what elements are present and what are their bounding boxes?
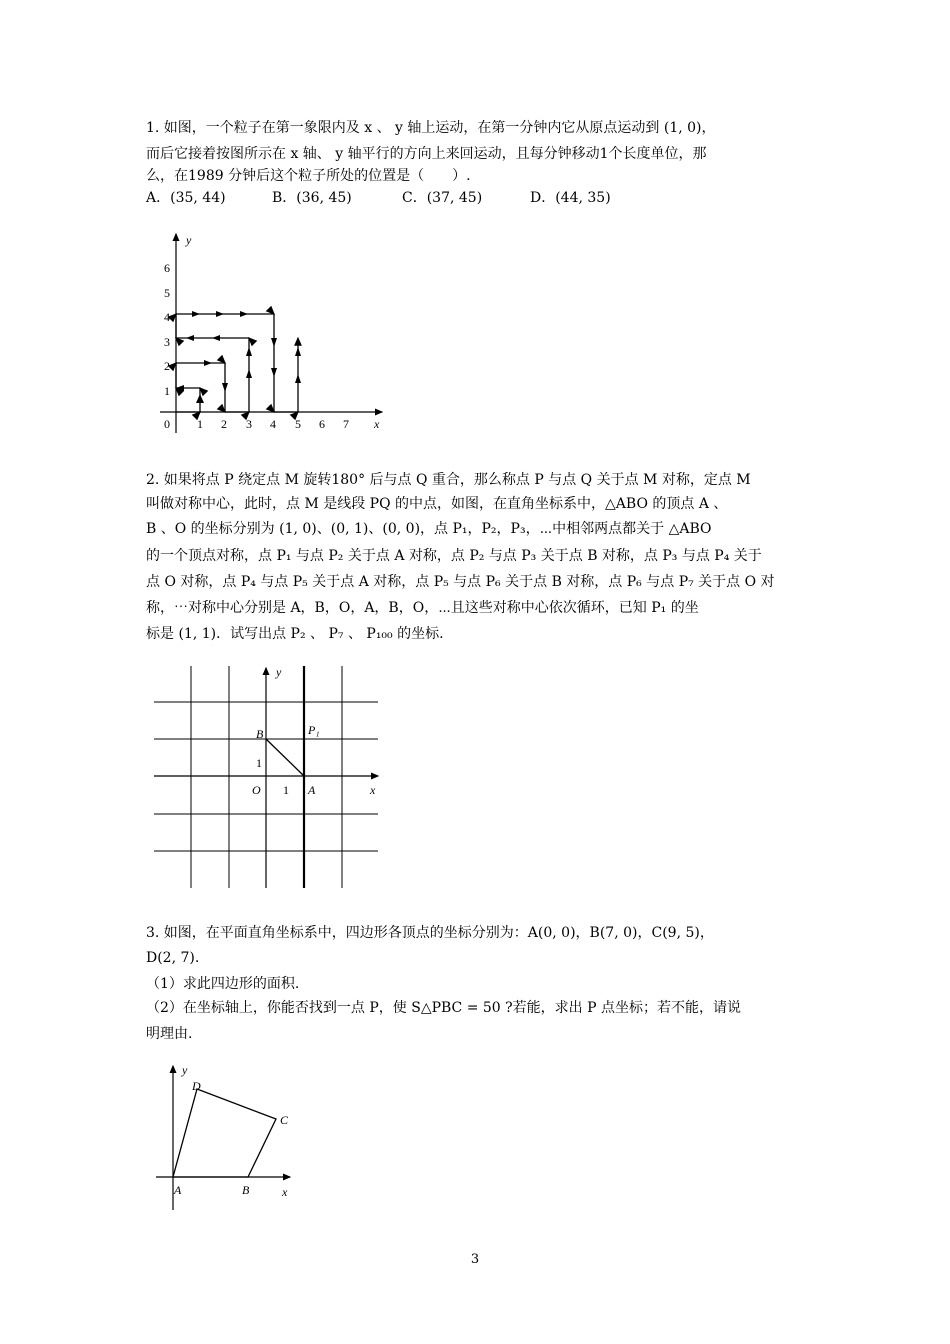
p1-ytick: 3 [164,335,170,349]
p1-particle-path [176,314,298,412]
p2-figure [150,660,390,892]
p1-arrow-marks [176,311,301,403]
p1-ytick: 4 [164,310,170,324]
p2-line-2: 叫做对称中心，此时，点 M 是线段 PQ 的中点，如图，在直角坐标系中，△ABO 的顶点 A 、 [146,496,728,512]
p1-y-label: y [186,233,192,247]
p2-line-3: B 、O 的坐标分别为 (1, 0)、(0, 1)、(0, 0)，点 P₁，P₂，P₃，⋯中相邻两点都关于 △ABO [146,521,712,537]
p1-ytick: 1 [164,384,170,398]
p1-xtick: 2 [221,417,227,431]
p3-label-b: B [242,1183,250,1197]
p2-line-5: 点 O 对称，点 P₄ 与点 P₅ 关于点 A 对称，点 P₅ 与点 P₆ 关于点 B 对称，点 P₆ 与点 P₇ 关于点 O 对 [146,574,775,590]
p2-label-o: O [252,783,261,797]
p2-label-one-y: 1 [256,756,262,770]
p2-y-label: y [276,665,282,679]
p1-line-2: 而后它接着按图所示在 x 轴、 y 轴平行的方向上来回运动，且每分钟移动1个长度单位，那 [146,146,707,162]
p1-xtick: 6 [319,417,325,431]
p1-figure [140,228,400,438]
p3-x-label: x [282,1185,288,1199]
p1-option-d: D．(44, 35) [530,190,611,206]
p1-x-label: x [374,417,380,431]
p1-ytick: 2 [164,359,170,373]
p1-xtick: 4 [270,417,276,431]
p1-line-1: 1. 如图，一个粒子在第一象限内及 x 、 y 轴上运动，在第一分钟内它从原点运动到 (1, 0)， [146,120,716,136]
p3-q2: （2）在坐标轴上，你能否找到一点 P，使 S△PBC = 50 ?若能，求出 P 点坐标；若不能，请说 [146,1000,741,1016]
p1-xtick: 5 [295,417,301,431]
p3-figure [150,1060,310,1220]
p2-label-p1: P₁ [308,723,320,737]
p1-option-a: A．(35, 44) [146,190,226,206]
p1-origin: 0 [164,417,170,431]
p1-ytick: 6 [164,261,170,275]
p2-label-b: B [256,727,264,741]
p1-xtick: 3 [246,417,252,431]
p3-label-d: D [192,1079,201,1093]
p3-line-2: D(2, 7). [146,950,200,966]
p1-line-3: 么，在1989 分钟后这个粒子所处的位置是（ ）. [146,168,471,184]
p2-line-7: 标是 (1, 1)．试写出点 P₂ 、 P₇ 、 P₁₀₀ 的坐标. [146,626,444,642]
p3-label-a: A [174,1183,182,1197]
p2-line-4: 的一个顶点对称，点 P₁ 与点 P₂ 关于点 A 对称，点 P₂ 与点 P₃ 关于点 B 对称，点 P₃ 与点 P₄ 关于 [146,548,762,564]
p1-xtick: 7 [343,417,349,431]
p1-option-c: C．(37, 45) [402,190,483,206]
p2-label-a: A [308,783,316,797]
p2-line-1: 2. 如果将点 P 绕定点 M 旋转180° 后与点 Q 重合，那么称点 P 与点 Q 关于点 M 对称，定点 M [146,472,751,488]
p2-segment-ab [266,739,304,776]
p3-line-1: 3. 如图，在平面直角坐标系中，四边形各顶点的坐标分别为：A(0, 0)，B(7, 0)，C(9, 5)， [146,925,714,941]
p1-ytick: 5 [164,286,170,300]
p3-quadrilateral [173,1089,276,1177]
p2-line-6: 称，⋯对称中心分别是 A，B，O，A，B，O，⋯且这些对称中心依次循环，已知 P₁ 的坐 [146,600,699,616]
p2-x-label: x [370,783,376,797]
p3-label-c: C [280,1113,289,1127]
p1-option-b: B．(36, 45) [272,190,352,206]
page-number: 3 [470,1252,480,1267]
p3-q1: （1）求此四边形的面积. [146,976,300,992]
p2-label-one-x: 1 [283,783,289,797]
p3-q2b: 明理由. [146,1026,193,1042]
p3-y-label: y [182,1063,188,1077]
p1-xtick: 1 [197,417,203,431]
